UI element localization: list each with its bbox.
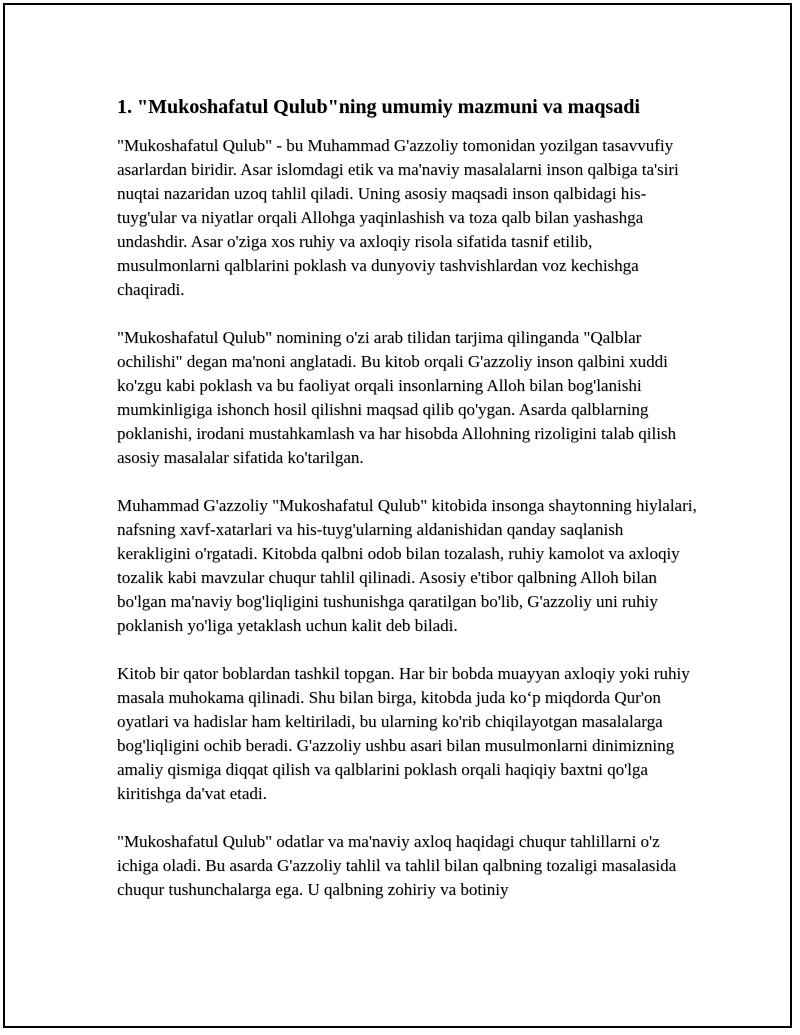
paragraph-1: "Mukoshafatul Qulub" - bu Muhammad G'azzoliy tomonidan yozilgan tasavvufiy asarlardan biridir. Asar islomdagi etik va ma'naviy masalalarni inson qalbiga ta'siri nuqtai nazaridan uzoq tahlil qiladi. Uning asosiy maqsadi inson qalbidagi his-tuyg'ular va niyatlar orqali Allohga yaqinlashish va toza qalb bilan yashashga undashdir. Asar o'ziga xos ruhiy va axloqiy risola sifatida tasnif etilib, musulmonlarni qalblarini poklash va dunyoviy tashvishlardan voz kechishga chaqiradi. [117, 136, 679, 299]
paragraph-4: Kitob bir qator boblardan tashkil topgan. Har bir bobda muayyan axloqiy yoki ruhiy masala muhokama qilinadi. Shu bilan birga, kitobda juda ko‘p miqdorda Qur'on oyatlari va hadislar ham keltiriladi, bu ularning ko'rib chiqilayotgan masalalarga bog'liqligini ochib beradi. G'azzoliy ushbu asari bilan musulmonlarni dinimizning amaliy qismiga diqqat qilish va qalblarini poklash orqali haqiqiy baxtni qo'lga kiritishga da'vat etadi. [117, 664, 690, 803]
paragraph-3: Muhammad G'azzoliy "Mukoshafatul Qulub" kitobida insonga shaytonning hiylalari, nafsning xavf-xatarlari va his-tuyg'ularning aldanishidan qanday saqlanish kerakligini o'rgatadi. Kitobda qalbni odob bilan tozalash, ruhiy kamolot va axloqiy tozalik kabi mavzular chuqur tahlil qilinadi. Asosiy e'tibor qalbning Alloh bilan bo'lgan ma'naviy bog'liqligini tushunishga qaratilgan bo'lib, G'azzoliy uni ruhiy poklanish yo'liga yetaklash uchun kalit deb biladi. [117, 496, 697, 635]
section-heading: 1. "Mukoshafatul Qulub"ning umumiy mazmuni va maqsadi [117, 96, 640, 118]
document-body [117, 94, 697, 926]
paragraph-5: "Mukoshafatul Qulub" odatlar va ma'naviy axloq haqidagi chuqur tahlillarni o'z ichiga oladi. Bu asarda G'azzoliy tahlil va tahlil bilan qalbning tozaligi masalasida chuqur tushunchalarga ega. U qalbning zohiriy va botiniy [117, 832, 677, 899]
paragraph-2: "Mukoshafatul Qulub" nomining o'zi arab tilidan tarjima qilinganda "Qalblar ochilishi" degan ma'noni anglatadi. Bu kitob orqali G'azzoliy inson qalbini xuddi ko'zgu kabi poklash va bu faoliyat orqali insonlarning Alloh bilan bog'lanishi mumkinligiga ishonch hosil qilishni maqsad qilib qo'ygan. Asarda qalblarning poklanishi, irodani mustahkamlash va har hisobda Allohning rizoligini talab qilish asosiy masalalar sifatida ko'tarilgan. [117, 328, 677, 467]
